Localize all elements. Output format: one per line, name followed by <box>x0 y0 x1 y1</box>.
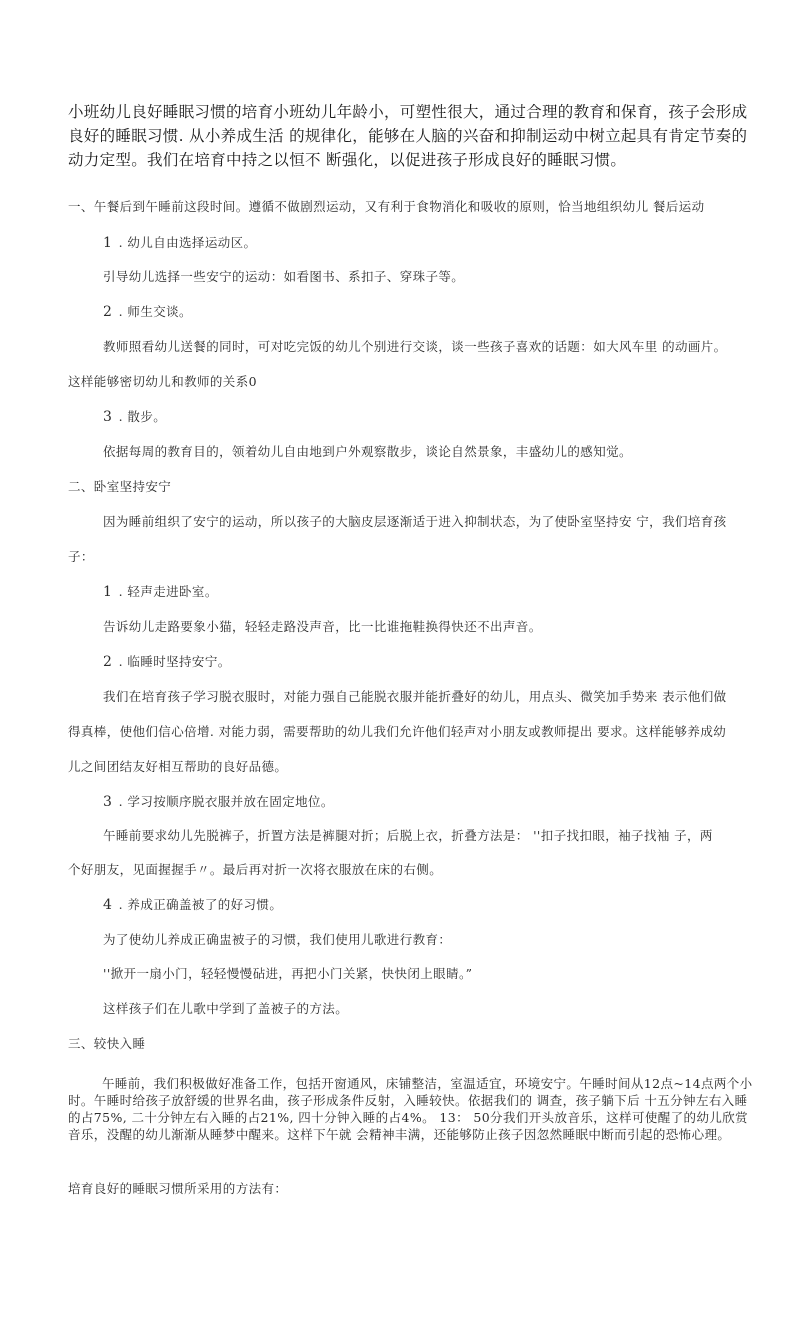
intro-paragraph: 小班幼儿良好睡眠习惯的培育小班幼儿年龄小，可塑性很大，通过合理的教育和保育，孩子会形成良好的睡眠习惯. 从小养成生活 的规律化，能够在人脑的兴奋和抑制运动中树立起具有肯定节奏的动力定型。我们在培育中持之以恒不 断强化，以促进孩子形成良好的睡眠习惯。 <box>68 103 748 169</box>
item-number: 1 <box>103 584 113 600</box>
section-2-item-3-body-line-1: 午睡前要求幼儿先脱裤子，折置方法是裤腿对折；后脱上衣，折叠方法是： ''扣子找扣眼，袖子找袖 子，两 <box>103 828 713 843</box>
item-title: . 师生交谈。 <box>114 304 192 319</box>
item-number: 4 <box>103 897 113 913</box>
section-3-closing-line: 培育良好的睡眠习惯所采用的方法有： <box>68 1181 288 1196</box>
item-title: . 临睡时坚持安宁。 <box>114 654 231 669</box>
item-number: 2 <box>103 654 113 670</box>
section-2-item-3-body-line-2: 个好朋友，见面握握手〃。最后再对折一次将衣服放在床的右侧。 <box>68 862 443 877</box>
section-3-heading: 三、较快入睡 <box>68 1036 146 1051</box>
section-2-item-2-body-line-3: 儿之间团结友好相互帮助的良好品德。 <box>68 759 288 774</box>
section-2-heading: 二、卧室坚持安宁 <box>68 479 172 494</box>
section-1-item-1-body: 引导幼儿选择一些安宁的运动：如看图书、系扣子、穿珠子等。 <box>103 269 465 284</box>
section-2-item-4-body-line-3: 这样孩子们在儿歌中学到了盖被子的方法。 <box>103 1001 349 1016</box>
section-2-item-4-body-line-1: 为了使幼儿养成正确盅被子的习惯，我们使用儿歌进行教育： <box>103 932 452 947</box>
section-2-item-4-body-line-2: ''掀开一扇小门，轻轻慢慢砧进，再把小门关紧，快快闭上眼睛。” <box>103 966 473 981</box>
item-title: . 养成正确盖被了的好习惯。 <box>114 897 283 912</box>
section-2-item-1-body: 告诉幼儿走路要象小猫，轻轻走路没声音，比一比谁拖鞋换得快还不出声音。 <box>103 619 542 634</box>
section-1-item-2-body-line-2: 这样能够密切幼儿和教师的关系0 <box>68 374 257 389</box>
section-1-item-2-title <box>103 303 192 321</box>
section-2-lead-line-1: 因为睡前组织了安宁的运动，所以孩子的大脑皮层逐渐适于进入抑制状态，为了使卧室坚持安 宁，我们培育孩 <box>103 514 727 529</box>
section-2-item-4-title <box>103 896 282 914</box>
section-2-item-3-title <box>103 793 334 811</box>
item-title: . 散步。 <box>114 409 167 424</box>
item-number: 1 <box>103 235 113 251</box>
section-2-item-2-body-line-1: 我们在培育孩子学习脱衣服时，对能力强自己能脱衣服并能折叠好的幼儿，用点头、微笑加手势来 表示他们做 <box>103 689 727 704</box>
section-2-lead-line-2: 子： <box>68 549 94 564</box>
section-2-item-2-title <box>103 653 231 671</box>
section-1-item-1-title <box>103 234 256 252</box>
item-number: 3 <box>103 794 113 810</box>
section-1-item-3-body: 依据每周的教育目的，领着幼儿自由地到户外观察散步，谈论自然景象，丰盛幼儿的感知觉。 <box>103 444 632 459</box>
section-1-item-3-title <box>103 408 166 426</box>
item-title: . 幼儿自由选择运动区。 <box>114 235 257 250</box>
item-title: . 轻声走进卧室。 <box>114 584 218 599</box>
section-1-heading: 一、午餐后到午睡前这段时间。遵循不做剧烈运动，又有利于食物消化和吸收的原则，恰当地组织幼儿 餐后运动 <box>68 199 705 214</box>
item-number: 3 <box>103 409 113 425</box>
section-2-item-1-title <box>103 583 218 601</box>
section-3-paragraph: 午睡前，我们积极做好准备工作，包括开窗通风，床铺整洁，室温适宜，环境安宁。午睡时间从12点~14点两个小时。午睡时给孩子放舒缓的世界名曲，孩子形成条件反射，入睡较快。依据我们的 调查，孩子躺下后 十五分钟左右入睡的占75%, 二十分钟左右入睡的占21%, 四十分钟入睡的占4%。 13： 50分我们开头放音乐，这样可使醒了的幼儿欣赏音乐，没醒的幼儿渐渐从睡梦中醒来。这样下午就 会精神丰满，还能够防止孩子因忽然睡眠中断而引起的恐怖心理。 <box>68 1076 753 1142</box>
section-1-item-2-body-line-1: 教师照看幼儿送餐的同时，可对吃完饭的幼儿个别进行交谈，谈一些孩子喜欢的话题：如大风车里 的动画片。 <box>103 339 727 354</box>
item-number: 2 <box>103 304 113 320</box>
section-2-item-2-body-line-2: 得真棒，使他们信心倍增. 对能力弱，需要帮助的幼儿我们允许他们轻声对小朋友或教师提出 要求。这样能够养成幼 <box>68 724 727 739</box>
item-title: . 学习按顺序脱衣服并放在固定地位。 <box>114 794 334 809</box>
